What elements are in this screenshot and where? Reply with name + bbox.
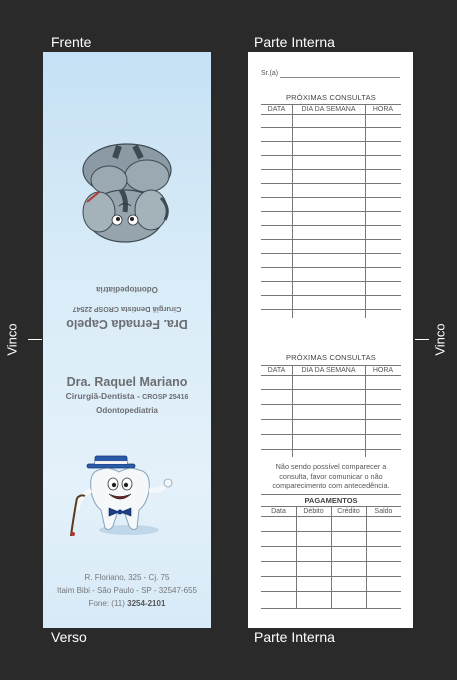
back-doctor-title: Cirurgiã-Dentista - CROSP 25416 — [65, 391, 189, 401]
payments-col-saldo: Saldo — [374, 508, 393, 515]
payments-table — [261, 494, 401, 614]
payments-col-debito: Débito — [303, 508, 324, 515]
col-header-dia-semana: DIA DA SEMANA — [301, 106, 356, 113]
col-header-hora: HORA — [372, 106, 394, 113]
frente-label: Frente — [51, 34, 92, 50]
verso-label: Verso — [51, 629, 87, 645]
col-header-dia-semana: DIA DA SEMANA — [301, 367, 356, 374]
appointments-title-2: PRÓXIMAS CONSULTAS — [285, 353, 376, 362]
back-address-line-2: Itaim Bibi - São Paulo - SP - 32547-655 — [57, 586, 197, 595]
back-phone: Fone: (11) 3254-2101 — [88, 599, 166, 608]
vinco-left-label: Vinco — [4, 323, 20, 356]
appointments-table-1 — [261, 104, 401, 318]
col-header-data: DATA — [267, 106, 286, 113]
payments-col-data: Data — [271, 508, 286, 515]
patient-name-line — [280, 77, 400, 78]
back-address-line-1: R. Floriano, 325 - Cj. 75 — [84, 573, 170, 582]
elephant-illustration — [43, 128, 211, 268]
front-doctor-name: Dra. Fernada Capelo — [66, 317, 188, 331]
col-header-data: DATA — [267, 367, 286, 374]
card-front-back — [43, 52, 211, 628]
vinco-right-label: Vinco — [432, 323, 448, 356]
payments-col-credito: Crédito — [337, 508, 360, 515]
appointments-title-1: PRÓXIMAS CONSULTAS — [285, 93, 376, 102]
fold-mark-right — [415, 339, 429, 340]
tooth-mascot-illustration — [43, 450, 211, 540]
parte-interna-bottom-label: Parte Interna — [254, 629, 335, 645]
back-specialty: Odontopediatria — [96, 406, 158, 415]
front-doctor-title: Cirurgiã Dentista CROSP 22547 — [72, 305, 182, 314]
parte-interna-top-label: Parte Interna — [254, 34, 335, 50]
absence-notice: Não sendo possível comparecer a consulta, favor comunicar o não comparecimento com antecedência. — [272, 462, 390, 490]
front-panel-flipped — [43, 52, 211, 340]
front-specialty: Odontopediatria — [96, 285, 158, 294]
card-inner — [248, 52, 413, 628]
fold-mark-left — [28, 339, 42, 340]
col-header-hora: HORA — [372, 367, 394, 374]
appointments-table-2 — [261, 365, 401, 457]
back-doctor-name: Dra. Raquel Mariano — [66, 375, 188, 389]
patient-name-label: Sr.(a) — [261, 70, 279, 77]
payments-title: PAGAMENTOS — [304, 496, 358, 505]
